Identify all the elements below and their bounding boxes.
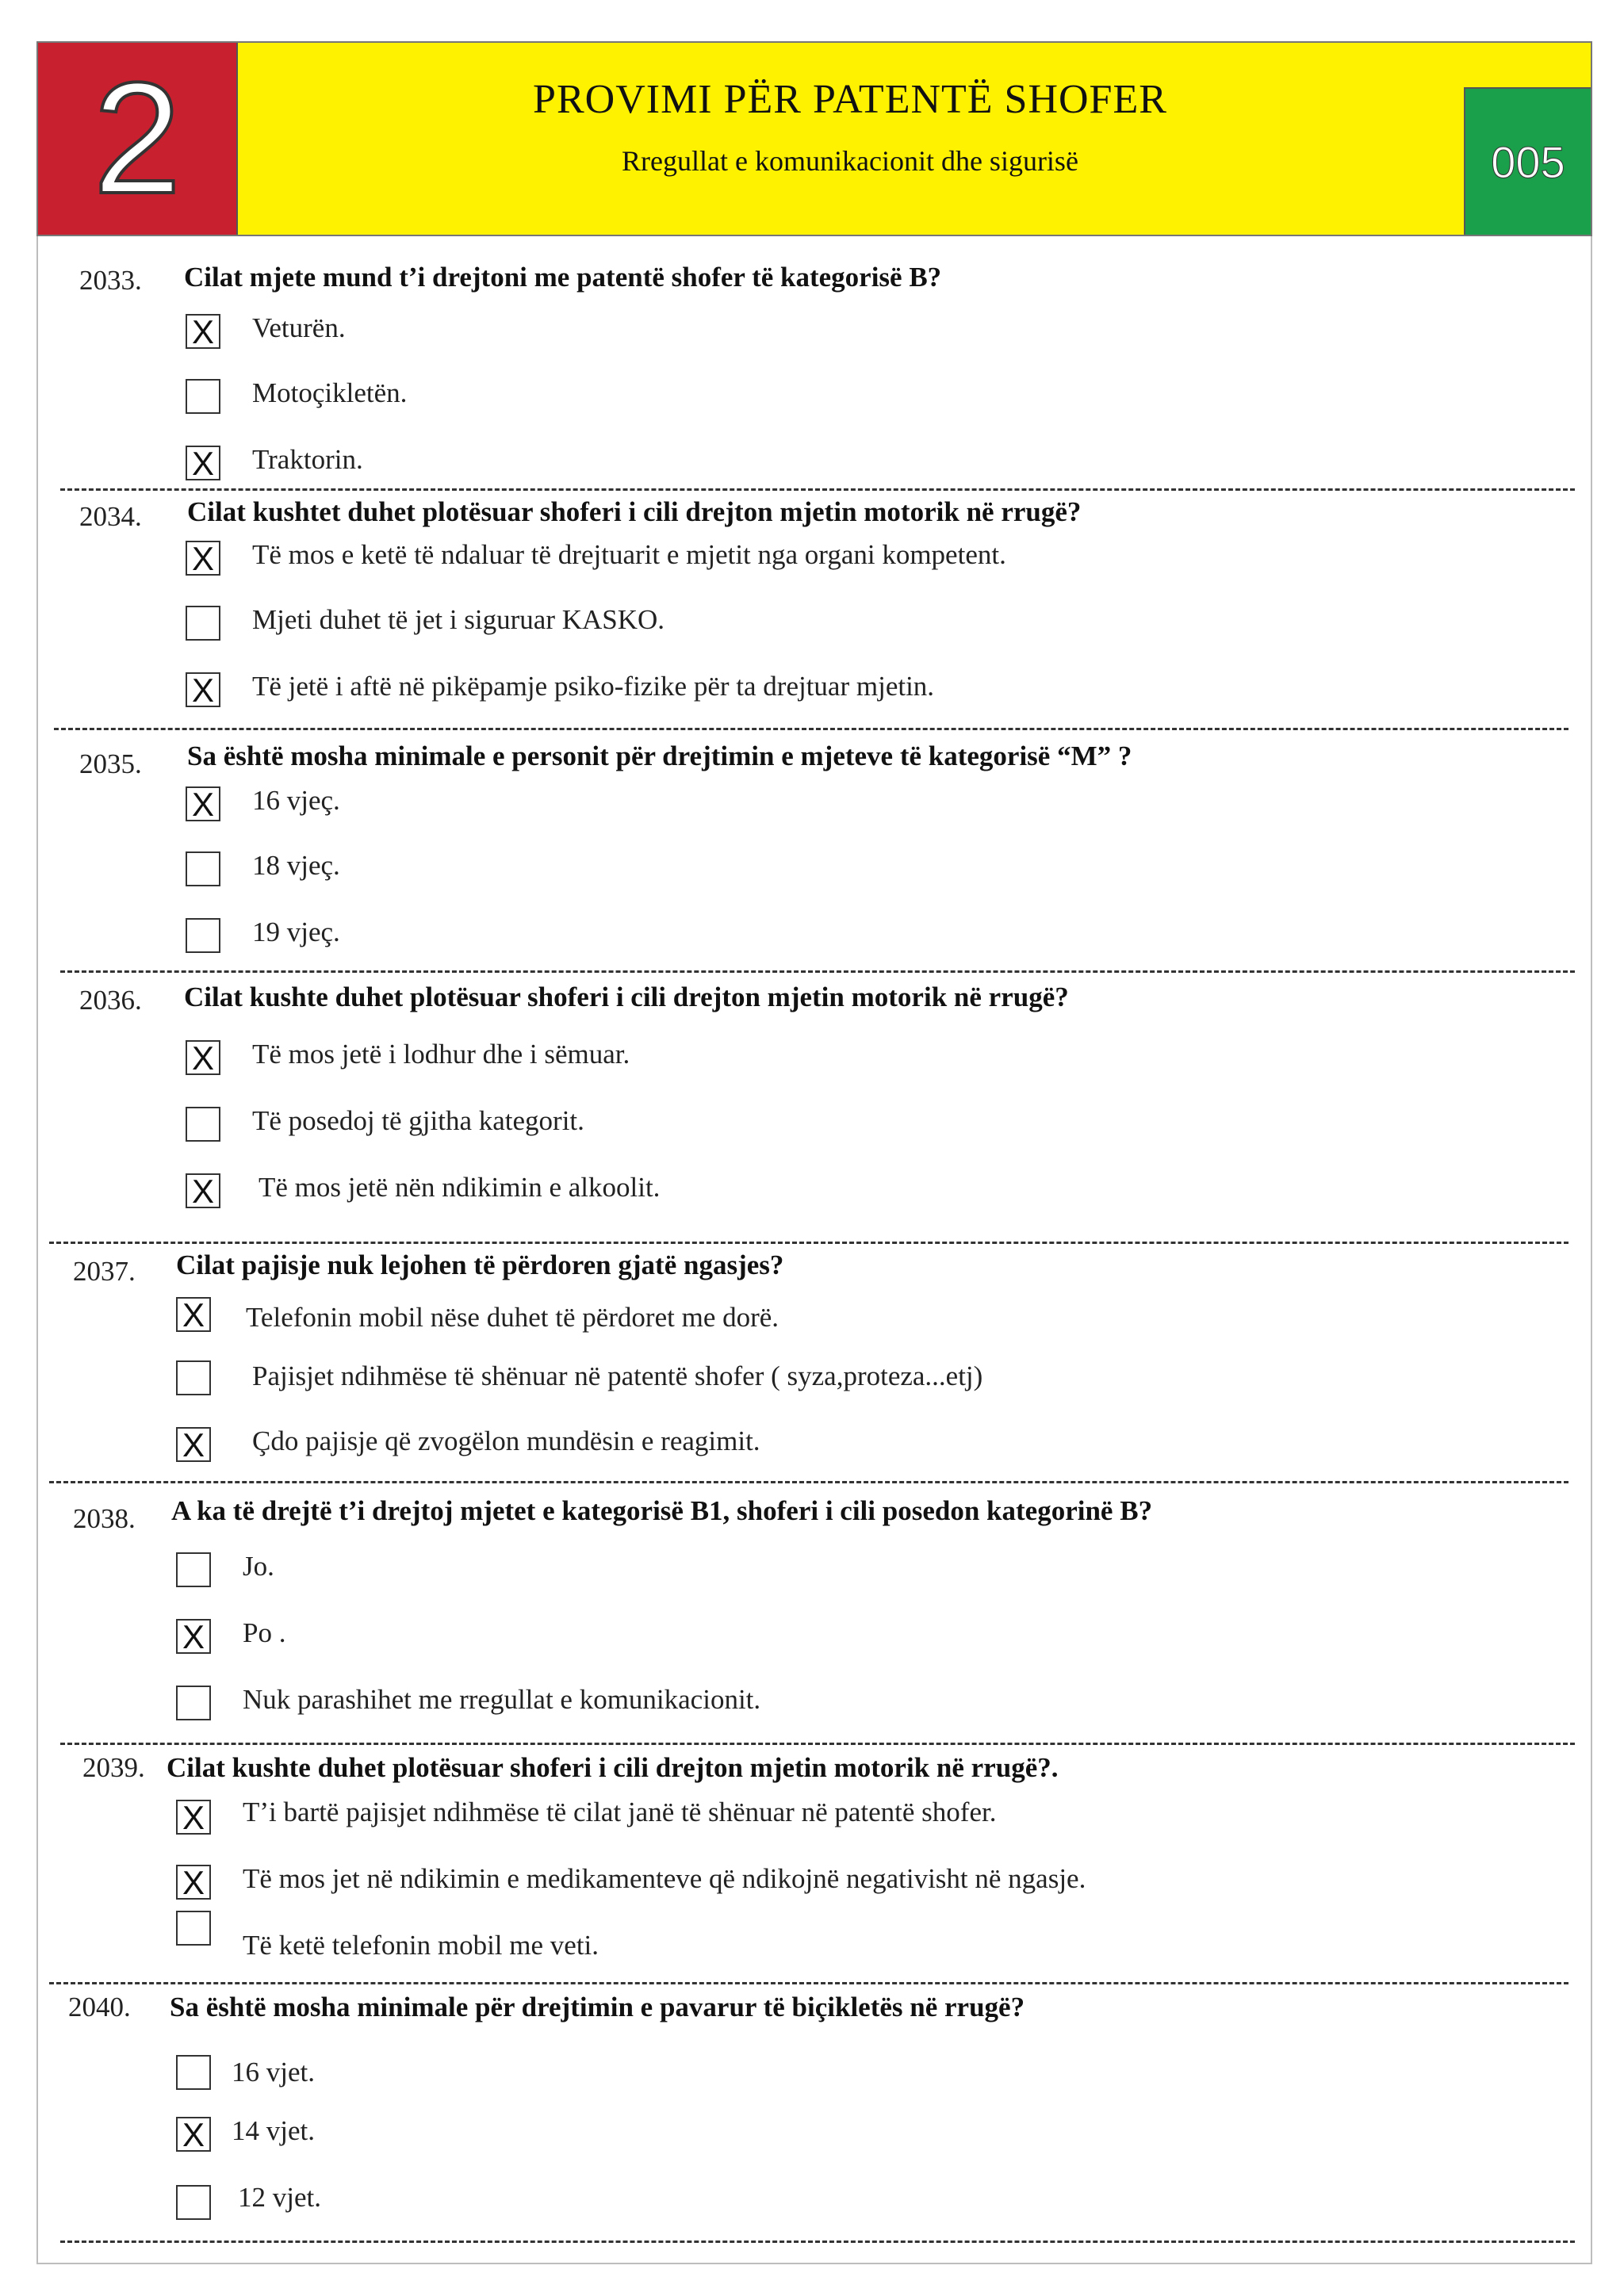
- question-text: Cilat kushte duhet plotësuar shoferi i cili drejton mjetin motorik në rrugë?: [184, 982, 1069, 1012]
- answer-option-label: Të posedoj të gjitha kategorit.: [252, 1105, 584, 1136]
- answer-checkbox[interactable]: [186, 541, 220, 576]
- answer-option-label: 16 vjeç.: [252, 785, 340, 816]
- check-mark: X: [191, 672, 214, 709]
- answer-checkbox[interactable]: [186, 314, 220, 349]
- answer-checkbox[interactable]: [176, 2117, 211, 2152]
- check-mark: X: [182, 1864, 205, 1901]
- question-number: 2037.: [73, 1256, 136, 1287]
- chapter-number: 2: [93, 50, 182, 227]
- question-text: A ka të drejtë t’i drejtoj mjetet e kategorisë B1, shoferi i cili posedon kategorinë B?: [171, 1495, 1153, 1526]
- answer-option-label: Traktorin.: [252, 444, 363, 475]
- answer-checkbox[interactable]: [176, 1297, 211, 1332]
- answer-option-label: Të mos jetë nën ndikimin e alkoolit.: [259, 1172, 661, 1203]
- question-number: 2039.: [82, 1752, 145, 1783]
- answer-option-label: 12 vjet.: [238, 2182, 321, 2213]
- answer-checkbox[interactable]: [186, 918, 220, 953]
- answer-checkbox[interactable]: [176, 1552, 211, 1587]
- question-number: 2038.: [73, 1503, 136, 1534]
- answer-option-label: 19 vjeç.: [252, 916, 340, 947]
- check-mark: X: [182, 1618, 205, 1655]
- chapter-badge: [38, 43, 238, 235]
- check-mark: X: [182, 1426, 205, 1464]
- answer-option-label: Të ketë telefonin mobil me veti.: [243, 1930, 599, 1961]
- question-text: Cilat kushte duhet plotësuar shoferi i cili drejton mjetin motorik në rrugë?.: [167, 1752, 1059, 1783]
- answer-option-label: Motoçikletën.: [252, 377, 408, 408]
- answer-checkbox[interactable]: [176, 2055, 211, 2090]
- answer-checkbox[interactable]: [176, 1360, 211, 1395]
- answer-checkbox[interactable]: [186, 1107, 220, 1142]
- answer-checkbox[interactable]: [186, 379, 220, 414]
- question-number: 2033.: [79, 265, 142, 296]
- question-divider: [49, 1982, 1568, 1984]
- check-mark: X: [182, 1799, 205, 1836]
- check-mark: X: [191, 1039, 214, 1077]
- page-code: 005: [1491, 137, 1565, 187]
- answer-option-label: Po .: [243, 1617, 286, 1648]
- answer-checkbox[interactable]: [176, 2185, 211, 2220]
- question-text: Cilat mjete mund t’i drejtoni me patentë shofer të kategorisë B?: [184, 262, 942, 293]
- question-divider: [60, 488, 1575, 491]
- answer-checkbox[interactable]: [176, 1911, 211, 1946]
- check-mark: X: [182, 2116, 205, 2153]
- question-divider: [60, 2241, 1575, 2243]
- answer-option-label: 16 vjet.: [232, 2057, 315, 2087]
- check-mark: X: [191, 1173, 214, 1210]
- question-text: Cilat pajisje nuk lejohen të përdoren gjatë ngasjes?: [176, 1249, 784, 1280]
- question-divider: [60, 1743, 1575, 1745]
- answer-option-label: Nuk parashihet me rregullat e komunikacionit.: [243, 1684, 761, 1715]
- page-header: [36, 41, 1592, 236]
- answer-option-label: Të mos jet në ndikimin e medikamenteve që ndikojnë negativisht në ngasje.: [243, 1863, 1086, 1894]
- check-mark: X: [191, 540, 214, 577]
- question-divider: [49, 1242, 1568, 1244]
- answer-option-label: Të mos jetë i lodhur dhe i sëmuar.: [252, 1039, 630, 1070]
- answer-checkbox[interactable]: [176, 1427, 211, 1462]
- question-divider: [60, 970, 1575, 973]
- question-text: Sa është mosha minimale për drejtimin e pavarur të biçikletës në rrugë?: [170, 1992, 1025, 2022]
- question-divider: [54, 728, 1568, 730]
- answer-checkbox[interactable]: [176, 1619, 211, 1654]
- check-mark: X: [182, 1296, 205, 1334]
- question-number: 2040.: [68, 1992, 131, 2022]
- page-subtitle: Rregullat e komunikacionit dhe sigurisë: [622, 145, 1078, 177]
- answer-option-label: Mjeti duhet të jet i siguruar KASKO.: [252, 604, 665, 635]
- answer-option-label: Veturën.: [252, 312, 346, 343]
- answer-checkbox[interactable]: [176, 1800, 211, 1835]
- answer-checkbox[interactable]: [186, 672, 220, 707]
- answer-option-label: Të jetë i aftë në pikëpamje psiko-fizike për ta drejtuar mjetin.: [252, 671, 935, 702]
- answer-checkbox[interactable]: [186, 851, 220, 886]
- answer-option-label: 14 vjet.: [232, 2115, 315, 2146]
- page-title: PROVIMI PËR PATENTË SHOFER: [533, 77, 1167, 122]
- check-mark: X: [191, 313, 214, 350]
- question-divider: [49, 1481, 1568, 1483]
- question-text: Sa është mosha minimale e personit për drejtimin e mjeteve të kategorisë “M” ?: [187, 740, 1132, 771]
- question-number: 2036.: [79, 985, 142, 1016]
- question-number: 2034.: [79, 501, 142, 532]
- answer-checkbox[interactable]: [186, 1173, 220, 1208]
- question-text: Cilat kushtet duhet plotësuar shoferi i cili drejton mjetin motorik në rrugë?: [187, 496, 1082, 527]
- answer-checkbox[interactable]: [186, 786, 220, 821]
- question-number: 2035.: [79, 748, 142, 779]
- answer-option-label: Të mos e ketë të ndaluar të drejtuarit e mjetit nga organi kompetent.: [252, 539, 1006, 570]
- check-mark: X: [191, 445, 214, 482]
- answer-checkbox[interactable]: [186, 606, 220, 641]
- answer-option-label: 18 vjeç.: [252, 850, 340, 881]
- answer-option-label: Pajisjet ndihmëse të shënuar në patentë shofer ( syza,proteza...etj): [252, 1360, 983, 1391]
- answer-option-label: T’i bartë pajisjet ndihmëse të cilat janë të shënuar në patentë shofer.: [243, 1797, 997, 1827]
- answer-option-label: Jo.: [243, 1551, 274, 1582]
- page-code-badge: [1464, 87, 1591, 235]
- answer-option-label: Çdo pajisje që zvogëlon mundësin e reagimit.: [252, 1425, 760, 1456]
- answer-option-label: Telefonin mobil nëse duhet të përdoret me dorë.: [246, 1302, 779, 1333]
- answer-checkbox[interactable]: [186, 1040, 220, 1075]
- answer-checkbox[interactable]: [176, 1865, 211, 1900]
- answer-checkbox[interactable]: [186, 446, 220, 480]
- check-mark: X: [191, 786, 214, 823]
- answer-checkbox[interactable]: [176, 1686, 211, 1720]
